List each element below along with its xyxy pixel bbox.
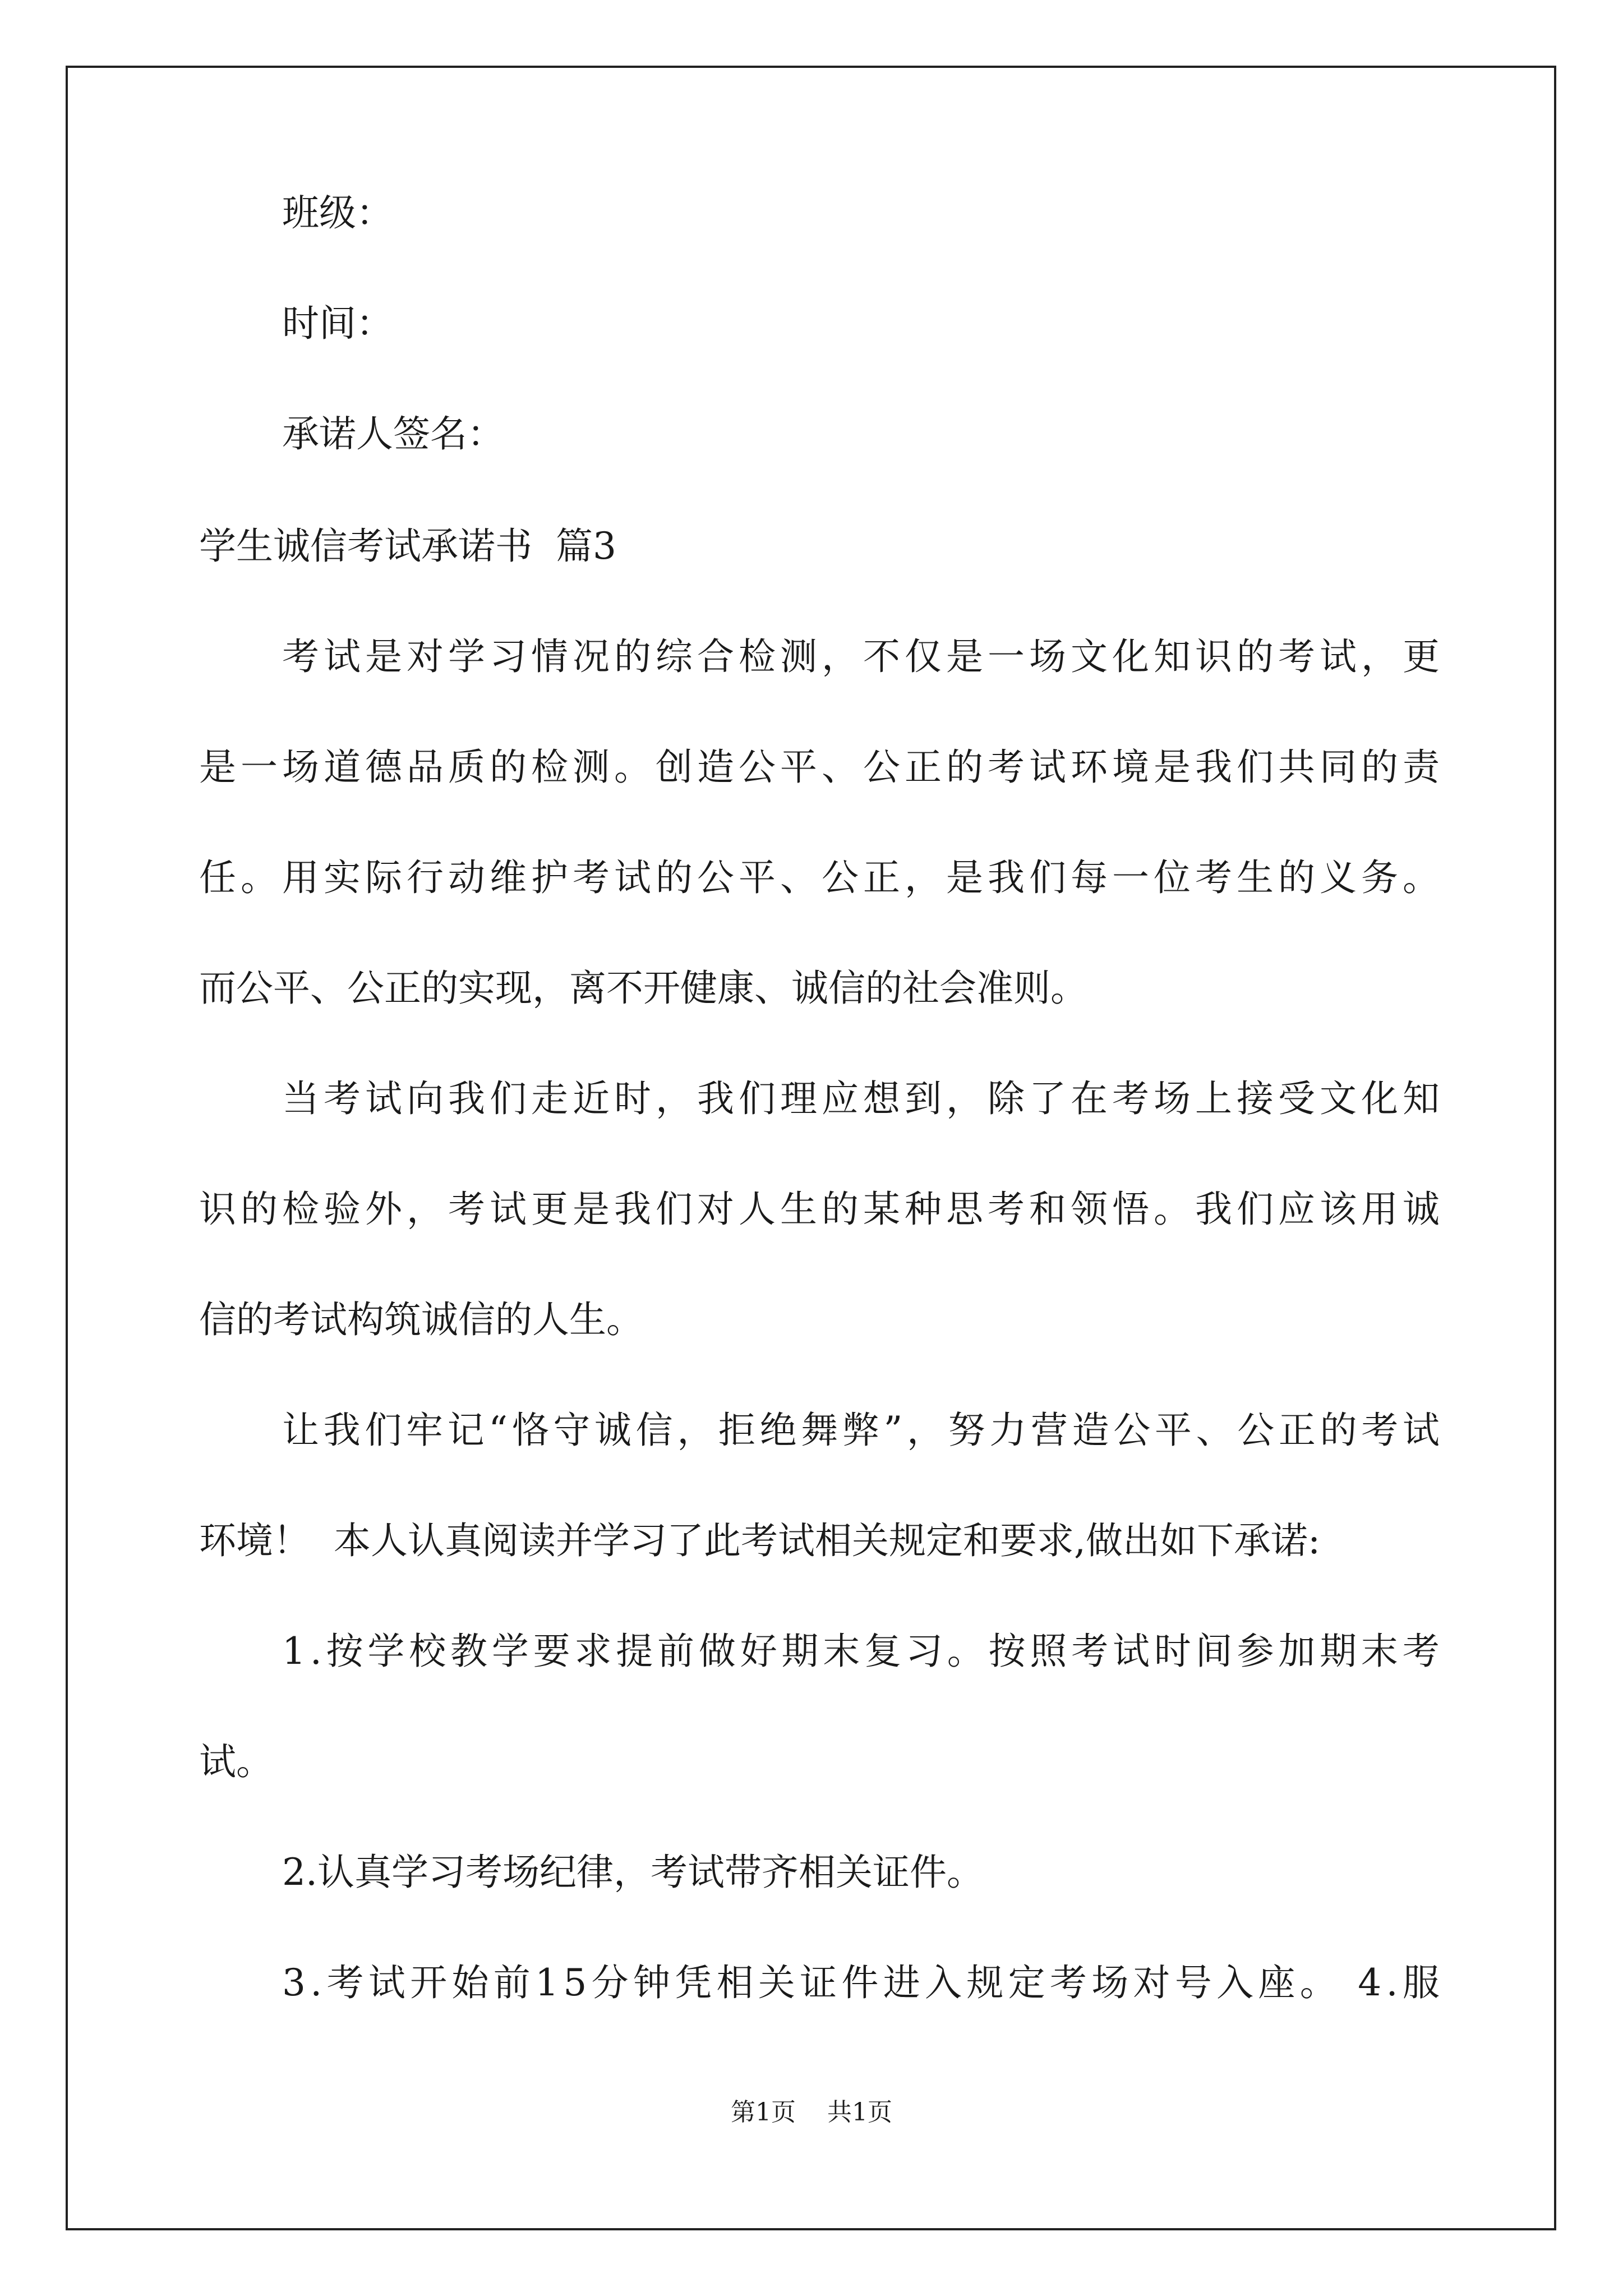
text-line: 试。 [199, 1740, 273, 1783]
text-line: 班级： [282, 191, 393, 234]
text-line: 任 。 用 实 际 行 动 维 护 考 试 的 公 平 、 公 正 ， 是 我 们 每 一 位 考 生 的 义 务 。 [199, 856, 1440, 899]
text-line: 信的考试构筑诚信的人生。 [199, 1298, 643, 1341]
text-line: 是 一 场 道 德 品 质 的 检 测 。 创 造 公 平 、 公 正 的 考 试 环 境 是 我 们 共 同 的 责 [199, 746, 1440, 789]
text-line: 考 试 是 对 学 习 情 况 的 综 合 检 测 ， 不 仅 是 一 场 文 化 知 识 的 考 试 ， 更 [282, 635, 1440, 678]
text-line: 时间： [282, 302, 393, 345]
text-line: 让 我 们 牢 记 “ 恪 守 诚 信 ， 拒 绝 舞 弊 ” ， 努 力 营 造 公 平 、 公 正 的 考 试 [282, 1409, 1440, 1452]
page-border [66, 66, 1556, 2230]
text-line: 识 的 检 验 外 ， 考 试 更 是 我 们 对 人 生 的 某 种 思 考 和 领 悟 。 我 们 应 该 用 诚 [199, 1188, 1440, 1231]
text-line: 3 . 考 试 开 始 前 1 5 分 钟 凭 相 关 证 件 进 入 规 定 考 场 对 号 入 座 。 4 . 服 [282, 1961, 1440, 2004]
text-line: 1 . 按 学 校 教 学 要 求 提 前 做 好 期 末 复 习 。 按 照 考 试 时 间 参 加 期 末 考 [282, 1630, 1440, 1673]
text-line: 2.认真学习考场纪律，考试带齐相关证件。 [282, 1851, 984, 1894]
text-line: 当 考 试 向 我 们 走 近 时 ， 我 们 理 应 想 到 ， 除 了 在 考 场 上 接 受 文 化 知 [282, 1077, 1440, 1120]
text-line: 学生诚信考试承诺书 篇3 [199, 524, 616, 568]
text-line: 而公平、公正的实现，离不开健康、诚信的社会准则。 [199, 967, 1087, 1010]
text-line: 承诺人签名： [282, 412, 504, 455]
page-footer: 第1页 共1页 [731, 2098, 892, 2127]
text-line: 环境！ 本人认真阅读并学习了此考试相关规定和要求,做出如下承诺: [199, 1519, 1321, 1562]
